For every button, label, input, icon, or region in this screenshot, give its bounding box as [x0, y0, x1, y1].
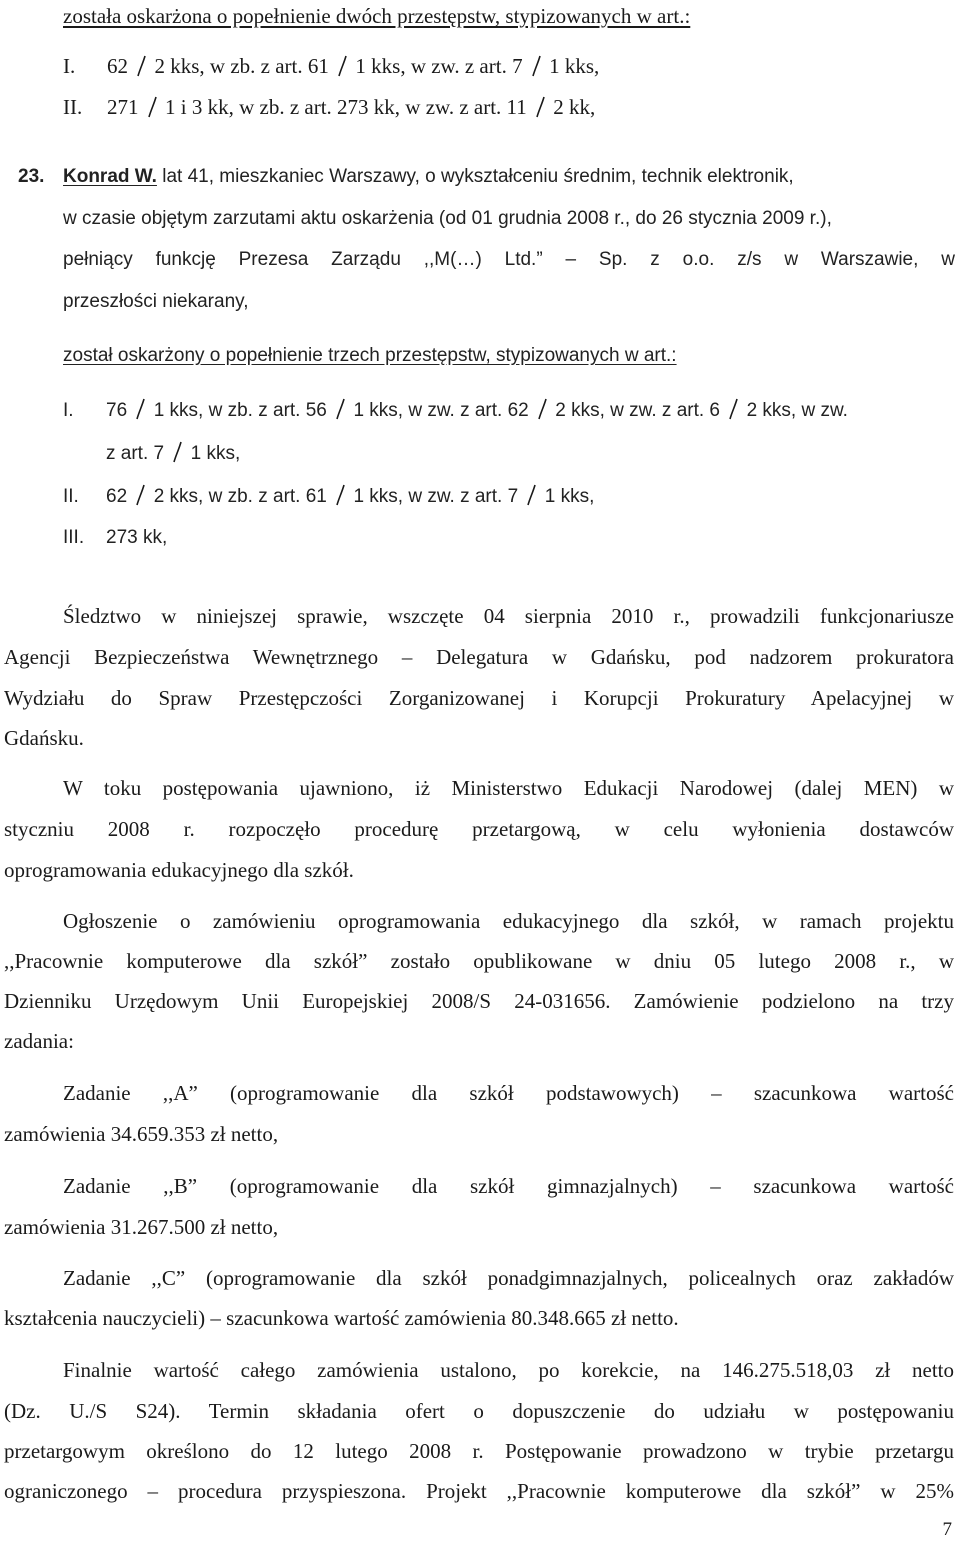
- paragraph-line: zamówienia 34.659.353 zł netto,: [4, 1122, 279, 1146]
- section-sign-icon: [132, 398, 148, 420]
- paragraph-line: ,,Pracownie komputerowe dla szkół” zostało opublikowane w dniu 05 lutego 2008 r., w: [4, 949, 954, 973]
- section-sign-icon: [334, 55, 350, 77]
- charges-heading-top: została oskarżona o popełnienie dwóch przestępstw, stypizowanych w art.:: [63, 4, 691, 28]
- paragraph-line: kształcenia nauczycieli) – szacunkowa wartość zamówienia 80.348.665 zł netto.: [4, 1306, 679, 1330]
- charge-text: 1 kks, w zb. z art. 56: [153, 400, 327, 421]
- charge-line: [63, 398, 848, 424]
- paragraph-line: zamówienia 31.267.500 zł netto,: [4, 1215, 279, 1239]
- defendant-number: 23.: [18, 166, 45, 187]
- charge-text: 1 kks, w zw. z art. 7: [353, 486, 519, 507]
- section-sign-icon: [144, 96, 160, 118]
- paragraph-line: Śledztwo w niniejszej sprawie, wszczęte 04 sierpnia 2010 r., prowadzili funkcjonariusze: [63, 604, 954, 628]
- charge-text: 76: [106, 400, 128, 421]
- charge-number: I.: [63, 54, 76, 78]
- charge-text: 1 kks, w zw. z art. 62: [353, 400, 529, 421]
- section-sign-icon: [725, 398, 741, 420]
- charge-text: 1 kks, w zw. z art. 7: [355, 54, 523, 78]
- defendant-description: lat 41, mieszkaniec Warszawy, o wykształceniu średnim, technik elektronik,: [162, 166, 794, 187]
- paragraph-line: oprogramowania edukacyjnego dla szkół.: [4, 858, 354, 882]
- paragraph-line: Gdańsku.: [4, 726, 84, 750]
- paragraph-line: przetargowym określono do 12 lutego 2008 r. Postępowanie prowadzono w trybie przetargu: [4, 1439, 954, 1463]
- section-sign-icon: [132, 484, 148, 506]
- charge-text: z art. 7: [106, 443, 165, 464]
- charge-line: [63, 526, 167, 552]
- section-sign-icon: [169, 441, 185, 463]
- charge-text: 2 kk,: [553, 95, 596, 119]
- paragraph-line: Ogłoszenie o zamówieniu oprogramowania edukacyjnego dla szkół, w ramach projektu: [63, 909, 954, 933]
- paragraph-line: Zadanie ,,B” (oprogramowanie dla szkół gimnazjalnych) – szacunkowa wartość: [63, 1174, 954, 1198]
- charge-number: II.: [63, 486, 79, 507]
- charge-number: III.: [63, 527, 85, 548]
- paragraph-line: ograniczonego – procedura przyspieszona. Projekt ,,Pracownie komputerowe dla szkół” w 25%: [4, 1479, 954, 1503]
- charge-text: 2 kks, w zb. z art. 61: [154, 54, 329, 78]
- charge-line: [106, 441, 240, 467]
- charge-text: 271: [107, 95, 139, 119]
- section-sign-icon: [534, 398, 550, 420]
- defendant-description: w czasie objętym zarzutami aktu oskarżenia (od 01 grudnia 2008 r., do 26 stycznia 2009 r.),: [63, 208, 832, 229]
- defendant-description: pełniący funkcję Prezesa Zarządu ,,M(…) Ltd.” – Sp. z o.o. z/s w Warszawie, w: [63, 249, 955, 270]
- paragraph-line: Agencji Bezpieczeństwa Wewnętrznego – Delegatura w Gdańsku, pod nadzorem prokuratora: [4, 645, 954, 669]
- section-sign-icon: [332, 398, 348, 420]
- section-sign-icon: [528, 55, 544, 77]
- defendant-entry: [18, 165, 794, 191]
- defendant-description: przeszłości niekarany,: [63, 291, 249, 312]
- paragraph-line: Dzienniku Urzędowym Unii Europejskiej 2008/S 24-031656. Zamówienie podzielono na trzy: [4, 989, 954, 1013]
- paragraph-line: (Dz. U./S S24). Termin składania ofert o dopuszczenie do udziału w postępowaniu: [4, 1399, 954, 1423]
- paragraph-line: Zadanie ,,C” (oprogramowanie dla szkół ponadgimnazjalnych, policealnych oraz zakładów: [63, 1266, 954, 1290]
- charge-text: 1 kks,: [190, 443, 241, 464]
- charge-number: I.: [63, 400, 74, 421]
- charge-text: 1 i 3 kk, w zb. z art. 273 kk, w zw. z art. 11: [165, 95, 527, 119]
- paragraph-line: zadania:: [4, 1029, 74, 1053]
- charge-text: 273 kk,: [106, 527, 168, 548]
- charge-text: 1 kks,: [549, 54, 600, 78]
- charge-line: [63, 54, 599, 80]
- charge-text: 2 kks, w zw. z art. 6: [555, 400, 720, 421]
- section-sign-icon: [532, 96, 548, 118]
- charges-heading: został oskarżony o popełnienie trzech przestępstw, stypizowanych w art.:: [63, 345, 677, 366]
- charge-text: 1 kks,: [544, 486, 595, 507]
- paragraph-line: Zadanie ,,A” (oprogramowanie dla szkół podstawowych) – szacunkowa wartość: [63, 1081, 954, 1105]
- charge-text: 2 kks, w zb. z art. 61: [153, 486, 327, 507]
- charge-text: 62: [106, 486, 128, 507]
- charge-text: 2 kks, w zw.: [746, 400, 848, 421]
- paragraph-line: Finalnie wartość całego zamówienia ustalono, po korekcie, na 146.275.518,03 zł netto: [63, 1358, 954, 1382]
- paragraph-line: Wydziału do Spraw Przestępczości Zorganizowanej i Korupcji Prokuratury Apelacyjnej w: [4, 686, 954, 710]
- page-number: 7: [942, 1519, 952, 1540]
- charge-line: [63, 484, 594, 510]
- section-sign-icon: [523, 484, 539, 506]
- defendant-name: Konrad W.: [63, 166, 157, 187]
- charge-text: 62: [107, 54, 128, 78]
- section-sign-icon: [332, 484, 348, 506]
- paragraph-line: W toku postępowania ujawniono, iż Ministerstwo Edukacji Narodowej (dalej MEN) w: [63, 776, 954, 800]
- section-sign-icon: [133, 55, 149, 77]
- charge-line: [63, 95, 595, 121]
- charge-number: II.: [63, 95, 83, 119]
- paragraph-line: styczniu 2008 r. rozpoczęło procedurę przetargową, w celu wyłonienia dostawców: [4, 817, 954, 841]
